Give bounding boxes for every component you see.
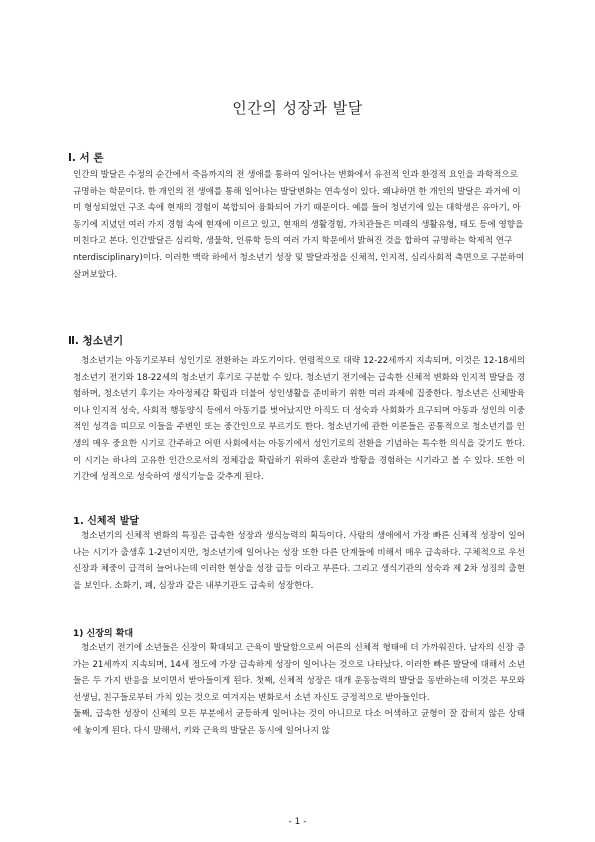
height-growth-text-2: 둘째, 급속한 성장이 신체의 모든 부분에서 균등하게 일어나는 것이 아니므로 다소 어색하고 균형이 잘 잡히지 않은 상태에 놓이게 된다. 다시 말해서, 키와 근육의 발달은 동시에 일어나지 않 — [73, 709, 525, 736]
section-heading-adolescence: Ⅱ. 청소년기 — [68, 335, 124, 347]
height-growth-text-1: 청소년기 전기에 소년들은 신장이 확대되고 근육이 발달함으로써 어른의 신체적 형태에 더 가까워진다. 남자의 신장 증가는 21세까지 지속되며, 14세 정도에 가장 급속하게 성장이 일어나는 것으로 나타났다. 이러한 빠른 발달에 대해서 소년들은 두 가지 반응을 보이면서 받아들이게 된다. 첫째, 신체적 성장은 대개 운동능력의 발달을 동반하는데 이것은 부모와 선생님, 친구들로부터 가치 있는 것으로 여겨지는 변화로서 소년 자신도 긍정적으로 받아들인다. — [73, 643, 525, 703]
section-heading-introduction: Ⅰ. 서 론 — [68, 152, 104, 164]
subsection-heading-physical-development: 1. 신체적 발달 — [73, 516, 140, 527]
height-growth-paragraph — [73, 640, 525, 740]
subsection-heading-height-growth: 1) 신장의 확대 — [73, 629, 134, 639]
introduction-paragraph — [73, 167, 525, 283]
introduction-text: 인간의 발달은 수정의 순간에서 죽음까지의 전 생애를 통하여 일어나는 변화에서 유전적 인과 환경적 요인을 과학적으로 규명하는 학문이다. 한 개인의 전 생애를 통해 일어나는 발달변화는 연속성이 있다. 왜냐하면 한 개인의 발달은 과거에 이미 형성되었던 구조 속에 현재의 경험이 복합되어 융화되어 가기 때문이다. 예를 들어 청년기에 있는 대학생은 유아기, 아동기에 지녔던 여러 가지 경험 속에 현재에 이르고 있고, 현재의 생활경험, 가치관들은 미래의 생활유형, 태도 등에 영향을 미친다고 본다. 인간발달은 심리학, 생물학, 인류학 등의 여러 가지 학문에서 밝혀진 것을 합하여 규명하는 학제적 연구nterdisciplinary)이다. 이러한 맥락 하에서 청소년기 성장 및 발달과정을 신체적, 인지적, 심리사회적 측면으로 구분하여 살펴보았다. — [73, 170, 525, 280]
physical-development-text: 청소년기의 신체적 변화의 특징은 급속한 성장과 생식능력의 획득이다. 사람의 생애에서 가장 빠른 신체적 성장이 일어나는 시기가 출생후 1-2년이지만, 청소년기에 일어나는 성장 또한 다른 단계들에 비해서 매우 급속하다. 구체적으로 우선 신장과 체중이 급격히 늘어나는데 이러한 현상을 성장 급등 이라고 부른다. 그리고 생식기관의 성숙과 제 2차 성징의 출현을 보인다. 소화기, 폐, 심장과 같은 내부기관도 급속히 성장한다. — [73, 531, 525, 591]
page-number: - 1 - — [288, 817, 307, 827]
physical-development-paragraph — [73, 528, 525, 594]
document-title: 인간의 성장과 발달 — [232, 99, 363, 117]
adolescence-paragraph — [73, 353, 525, 486]
adolescence-text: 청소년기는 아동기로부터 성인기로 전환하는 과도기이다. 연령적으로 대략 12-22세까지 지속되며, 이것은 12-18세의 청소년기 전기와 18-22세의 청소년기 후기로 구분할 수 있다. 청소년기 전기에는 급속한 신체적 변화와 인지적 발달을 경험하며, 청소년기 후기는 자아정체감 확립과 더불어 성인생활을 준비하기 위한 여러 과제에 집중한다. 청소년은 신체발육이나 인지적 성숙, 사회적 행동양식 등에서 아동기를 벗어났지만 아직도 더 성숙과 사회화가 요구되며 아동과 성인의 이중적인 성격을 띠므로 이들을 주변인 또는 중간인으로 부르기도 한다. 청소년기에 관한 이론들은 공통적으로 청소년기를 인생의 매우 중요한 시기로 간주하고 어떤 사회에서는 아동기에서 성인기로의 전환을 기념하는 특수한 의식을 갖기도 한다. 이 시기는 하나의 고유한 인간으로서의 정체감을 확립하기 위하여 혼란과 방황을 경험하는 시기라고 볼 수 있다. 또한 이 기간에 성적으로 성숙하여 생식기능을 갖추게 된다. — [73, 356, 525, 483]
